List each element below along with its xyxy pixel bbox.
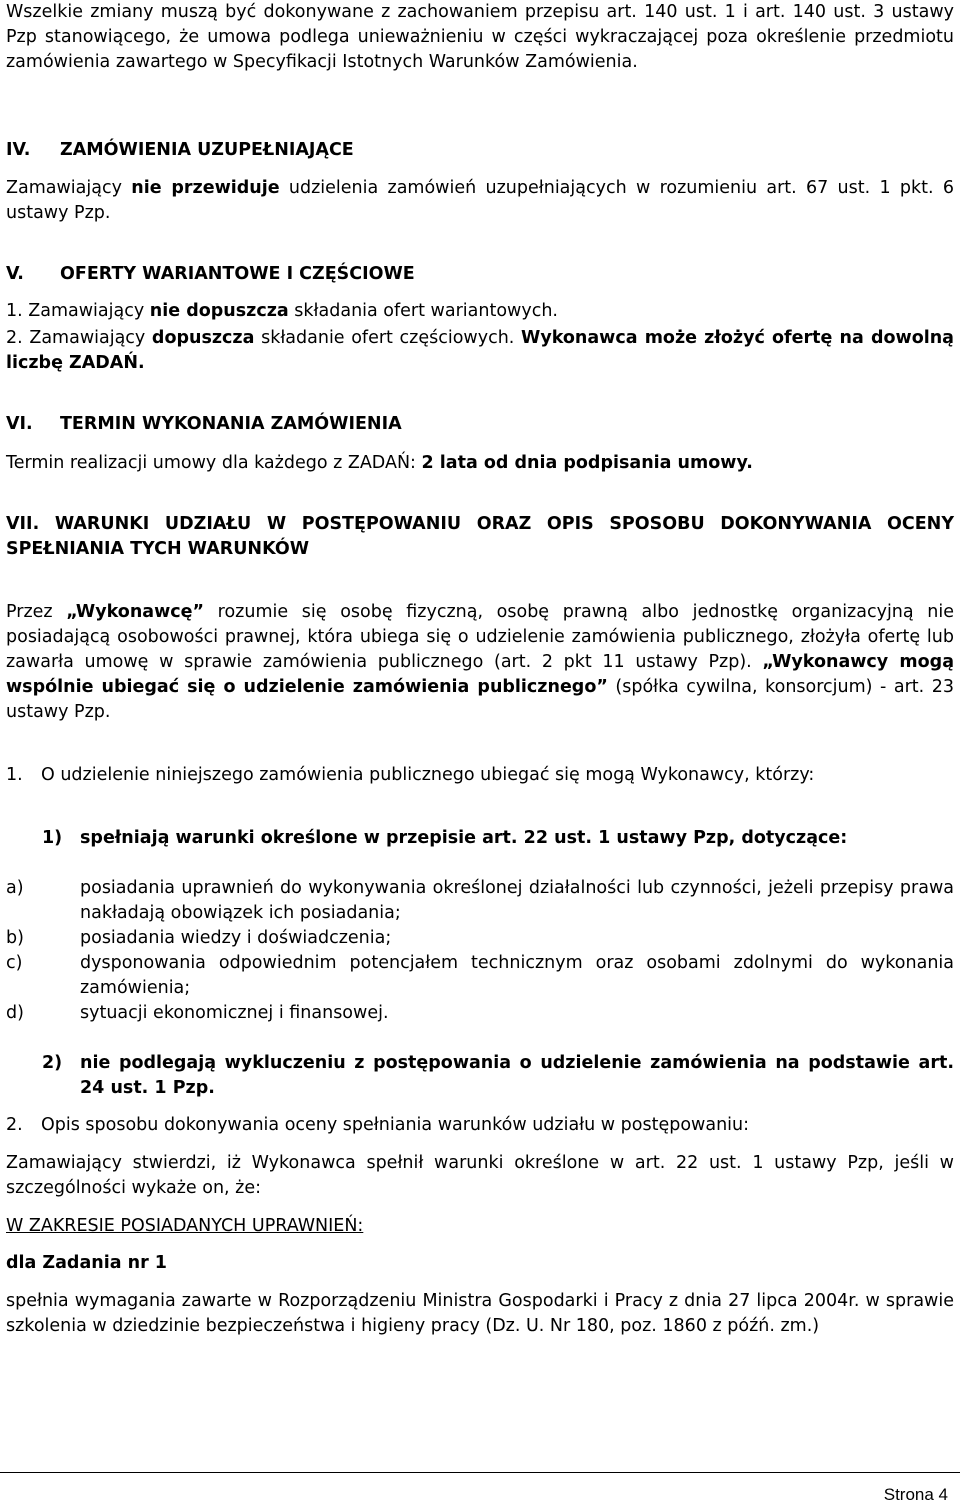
wykonawca-definition xyxy=(6,600,954,725)
condition-2-text: nie podlegają wykluczeniu z postępowania o udzielenie zamówienia na podstawie art. 24 ust. 1 Pzp. xyxy=(80,1053,954,1098)
section-iv-number: IV. xyxy=(6,140,31,160)
stwierdzi-paragraph: Zamawiający stwierdzi, iż Wykonawca spełnił warunki określone w art. 22 ust. 1 ustawy Pzp, jeśli w szczególności wykaże on, że: xyxy=(6,1153,954,1198)
sub-item-b-letter: b) xyxy=(6,928,24,948)
section-vii-heading xyxy=(6,512,954,562)
item-2-text: Opis sposobu dokonywania oceny spełniania warunków udziału w postępowaniu: xyxy=(41,1115,750,1135)
definition-text-e: (spółka cywilna, konsorcjum) - art. 23 ustawy Pzp. xyxy=(6,677,954,722)
section-iv-text-c: udzielenia zamówień uzupełniających w rozumieniu art. 67 ust. 1 pkt. 6 ustawy Pzp. xyxy=(6,178,954,223)
section-v-item-2-text-c: składanie ofert częściowych. xyxy=(254,328,522,348)
section-v-item-2-text-a: 2. Zamawiający xyxy=(6,328,152,348)
section-v-item-2-bold: dopuszcza xyxy=(151,328,255,348)
sub-item-b-text: posiadania wiedzy i doświadczenia; xyxy=(80,928,392,948)
item-1-text: O udzielenie niniejszego zamówienia publicznego ubiegać się mogą Wykonawcy, którzy: xyxy=(41,765,815,785)
section-vi-text-a: Termin realizacji umowy dla każdego z ZADAŃ: xyxy=(6,453,422,473)
sub-item-d-letter: d) xyxy=(6,1003,24,1023)
section-vi-heading xyxy=(6,412,954,437)
sub-item-a-text: posiadania uprawnień do wykonywania określonej działalności lub czynności, jeżeli przepisy prawa nakładają obowiązek ich posiadania; xyxy=(80,878,954,923)
section-vi-paragraph xyxy=(6,451,954,476)
zakres-heading: W ZAKRESIE POSIADANYCH UPRAWNIEŃ: xyxy=(6,1216,364,1236)
item-2-number: 2. xyxy=(6,1115,23,1135)
section-v-item-1-text-a: 1. Zamawiający xyxy=(6,301,150,321)
definition-text-a: Przez xyxy=(6,602,67,622)
section-v-item-2-bold-end: Wykonawca może złożyć ofertę na dowolną liczbę ZADAŃ. xyxy=(6,328,954,373)
section-vi-text-bold: 2 lata od dnia podpisania umowy. xyxy=(421,453,753,473)
section-vii-number: VII. xyxy=(6,514,40,534)
zadanie-heading: dla Zadania nr 1 xyxy=(6,1253,167,1273)
section-v-item-1-bold: nie dopuszcza xyxy=(149,301,289,321)
section-iv-text-bold: nie przewiduje xyxy=(131,178,280,198)
condition-1-text: spełniają warunki określone w przepisie art. 22 ust. 1 ustawy Pzp, dotyczące: xyxy=(80,828,848,848)
section-v-item-2 xyxy=(6,326,954,376)
section-iv-text-a: Zamawiający xyxy=(6,178,132,198)
intro-paragraph: Wszelkie zmiany muszą być dokonywane z zachowaniem przepisu art. 140 ust. 1 i art. 140 ust. 3 ustawy Pzp stanowiącego, że umowa podlega unieważnieniu w części wykraczającej poza określenie przedmiotu zamówienia zawartego w Specyfikacji Istotnych Warunków Zamówienia. xyxy=(6,2,954,72)
section-v-heading xyxy=(6,262,954,287)
section-vii-title: WARUNKI UDZIAŁU W POSTĘPOWANIU ORAZ OPIS SPOSOBU DOKONYWANIA OCENY SPEŁNIANIA TYCH WARUNKÓW xyxy=(6,514,955,559)
section-iv-paragraph xyxy=(6,176,954,226)
section-v-title: OFERTY WARIANTOWE I CZĘŚCIOWE xyxy=(60,264,415,284)
condition-1-number: 1) xyxy=(42,828,63,848)
condition-2-number: 2) xyxy=(42,1053,63,1073)
definition-text-c: rozumie się osobę fizyczną, osobę prawną albo jednostkę organizacyjną nie posiadającą osobowości prawnej, która ubiega się o udzielenie zamówienia publicznego, złożyła ofertę lub zawarła umowę w sprawie zamówienia publicznego (art. 2 pkt 11 ustawy Pzp). xyxy=(6,602,954,672)
section-vi-number: VI. xyxy=(6,414,33,434)
sub-item-d-text: sytuacji ekonomicznej i finansowej. xyxy=(80,1003,389,1023)
page-number: Strona 4 xyxy=(883,1485,948,1504)
section-vi-title: TERMIN WYKONANIA ZAMÓWIENIA xyxy=(60,414,402,434)
section-iv-heading xyxy=(6,138,954,163)
footer-divider xyxy=(0,1472,960,1473)
item-1-number: 1. xyxy=(6,765,23,785)
sub-item-a-letter: a) xyxy=(6,878,24,898)
section-v-number: V. xyxy=(6,264,24,284)
section-iv-title: ZAMÓWIENIA UZUPEŁNIAJĄCE xyxy=(60,140,354,160)
spelnia-paragraph: spełnia wymagania zawarte w Rozporządzeniu Ministra Gospodarki i Pracy z dnia 27 lipca 2004r. w sprawie szkolenia w dziedzinie bezpieczeństwa i higieny pracy (Dz. U. Nr 180, poz. 1860 z późń. zm.) xyxy=(6,1291,954,1336)
sub-item-c-text: dysponowania odpowiednim potencjałem technicznym oraz osobami zdolnymi do wykonania zamówienia; xyxy=(80,953,954,998)
section-v-item-1 xyxy=(6,299,954,324)
sub-item-c-letter: c) xyxy=(6,953,23,973)
definition-bold-quote: „Wykonawcy mogą wspólnie ubiegać się o udzielenie zamówienia publicznego” xyxy=(6,652,954,697)
section-v-item-1-text-c: składania ofert wariantowych. xyxy=(288,301,558,321)
definition-bold-term: „Wykonawcę” xyxy=(66,602,204,622)
